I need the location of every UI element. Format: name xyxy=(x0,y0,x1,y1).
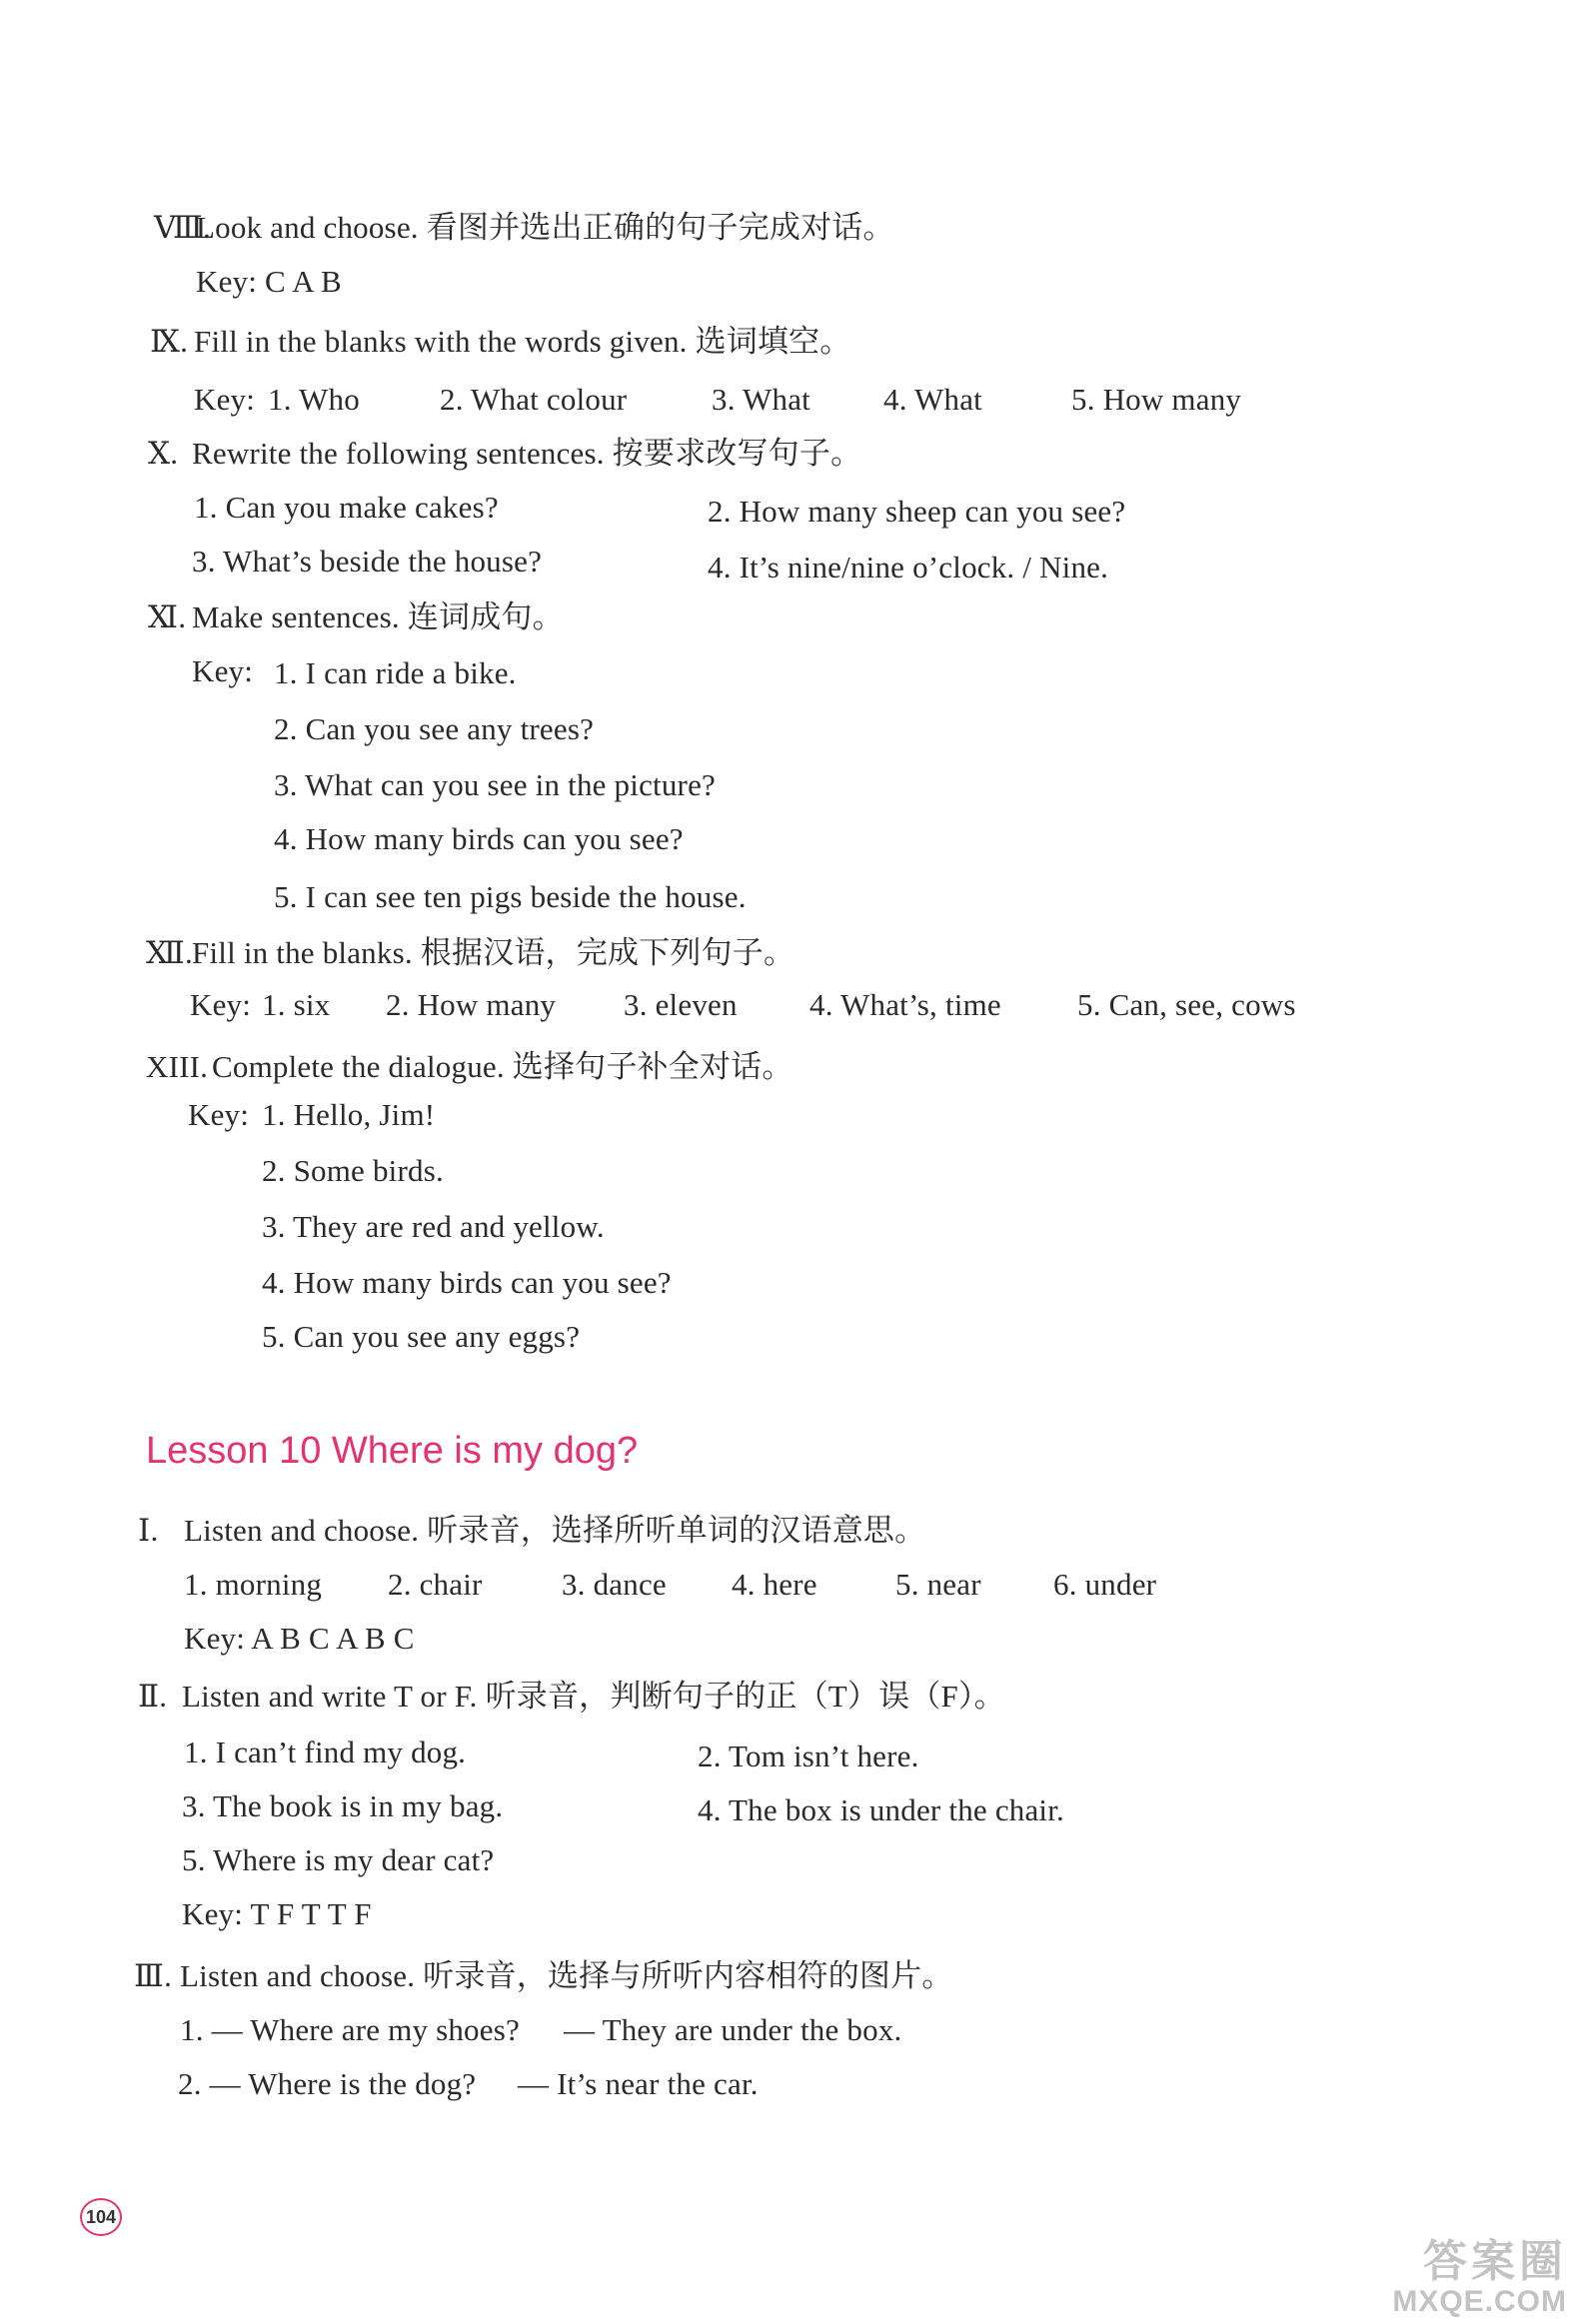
lesson-section-2-key: Key: T F T T F xyxy=(182,1896,372,1931)
answer-item: 2. How many xyxy=(386,987,557,1022)
answer-item: 4. What xyxy=(883,382,982,417)
section-13-title: Complete the dialogue. 选择句子补全对话。 xyxy=(212,1049,793,1084)
answer-item: 2. Some birds. xyxy=(262,1153,444,1188)
section-10-title: Rewrite the following sentences. 按要求改写句子。 xyxy=(192,436,862,471)
answer-item: 5. How many xyxy=(1071,382,1242,417)
answer-item: 2. How many sheep can you see? xyxy=(708,494,1126,529)
answer-item: 3. What can you see in the picture? xyxy=(274,767,716,802)
dialogue-question: 2. — Where is the dog? xyxy=(178,2066,477,2101)
word-item: 2. chair xyxy=(388,1567,483,1602)
answer-item: 3. What xyxy=(712,382,810,417)
statement-item: 4. The box is under the chair. xyxy=(698,1792,1065,1827)
dialogue-row xyxy=(0,2064,1577,2104)
lesson-section-1-key: Key: A B C A B C xyxy=(184,1621,415,1656)
section-9-number: Ⅸ. xyxy=(150,324,189,359)
section-12-key-row xyxy=(0,985,1577,1025)
section-12-number: Ⅻ. xyxy=(146,935,194,970)
lesson-title: Lesson 10 Where is my dog? xyxy=(146,1430,639,1472)
section-12-title: Fill in the blanks. 根据汉语，完成下列句子。 xyxy=(192,935,795,970)
statement-item: 3. The book is in my bag. xyxy=(182,1788,504,1823)
answer-item: 5. I can see ten pigs beside the house. xyxy=(274,879,747,914)
answer-item: 3. They are red and yellow. xyxy=(262,1209,605,1244)
watermark-text-top: 答案圈 xyxy=(1423,2237,1567,2286)
section-11-number: Ⅺ. xyxy=(148,599,187,634)
answer-item: 4. It’s nine/nine o’clock. / Nine. xyxy=(708,550,1109,584)
lesson-section-1-title: Listen and choose. 听录音，选择所听单词的汉语意思。 xyxy=(184,1513,926,1548)
dialogue-row xyxy=(0,2010,1577,2050)
word-item: 5. near xyxy=(895,1567,981,1602)
section-8-number: Ⅷ. xyxy=(154,210,211,245)
answer-item: 4. How many birds can you see? xyxy=(274,821,684,856)
dialogue-answer: — They are under the box. xyxy=(564,2012,902,2047)
answer-item: 1. Who xyxy=(268,382,360,417)
watermark-logo xyxy=(1392,2238,1567,2318)
answer-item: 5. Can you see any eggs? xyxy=(262,1319,581,1354)
section-9-key-row xyxy=(0,380,1577,420)
statement-item: 5. Where is my dear cat? xyxy=(182,1842,495,1877)
answer-item: 5. Can, see, cows xyxy=(1077,987,1296,1022)
statement-item: 1. I can’t find my dog. xyxy=(184,1735,467,1769)
key-label: Key: xyxy=(188,1097,250,1132)
answer-item: 1. Hello, Jim! xyxy=(262,1097,436,1132)
section-8-title: Look and choose. 看图并选出正确的句子完成对话。 xyxy=(196,210,894,245)
watermark-text-bottom: MXQE.COM xyxy=(1392,2285,1567,2318)
word-item: 4. here xyxy=(732,1567,817,1602)
word-item: 6. under xyxy=(1053,1567,1157,1602)
section-10-number: Ⅹ. xyxy=(148,436,179,471)
lesson-section-1-number: Ⅰ. xyxy=(138,1513,159,1548)
word-item: 3. dance xyxy=(562,1567,667,1602)
answer-item: 2. Can you see any trees? xyxy=(274,711,595,746)
section-8-key: Key: C A B xyxy=(196,264,342,299)
section-13-number: XIII. xyxy=(146,1049,209,1084)
statement-item: 2. Tom isn’t here. xyxy=(698,1739,919,1773)
lesson-section-3-number: Ⅲ. xyxy=(134,1958,173,1993)
dialogue-answer: — It’s near the car. xyxy=(518,2066,759,2101)
answer-item: 2. What colour xyxy=(440,382,628,417)
answer-item: 3. eleven xyxy=(624,987,738,1022)
answer-item: 1. I can ride a bike. xyxy=(274,655,517,690)
answer-item: 4. What’s, time xyxy=(809,987,1001,1022)
answer-item: 1. six xyxy=(262,987,331,1022)
dialogue-question: 1. — Where are my shoes? xyxy=(180,2012,520,2047)
key-label: Key: xyxy=(194,382,256,417)
lesson-section-2-title: Listen and write T or F. 听录音，判断句子的正（T）误（F）。 xyxy=(182,1679,1005,1714)
answer-item: 3. What’s beside the house? xyxy=(192,544,543,579)
key-label: Key: xyxy=(192,653,254,688)
page-number: 104 xyxy=(80,2198,122,2236)
section-9-title: Fill in the blanks with the words given. 选词填空。 xyxy=(194,324,851,359)
key-label: Key: xyxy=(190,987,252,1022)
lesson-section-3-title: Listen and choose. 听录音，选择与所听内容相符的图片。 xyxy=(180,1958,953,1993)
lesson-section-2-number: Ⅱ. xyxy=(138,1679,168,1714)
answer-item: 4. How many birds can you see? xyxy=(262,1265,672,1300)
word-item: 1. morning xyxy=(184,1567,323,1602)
section-11-title: Make sentences. 连词成句。 xyxy=(192,599,564,634)
lesson-section-1-words-row xyxy=(0,1565,1577,1605)
answer-item: 1. Can you make cakes? xyxy=(194,490,499,525)
